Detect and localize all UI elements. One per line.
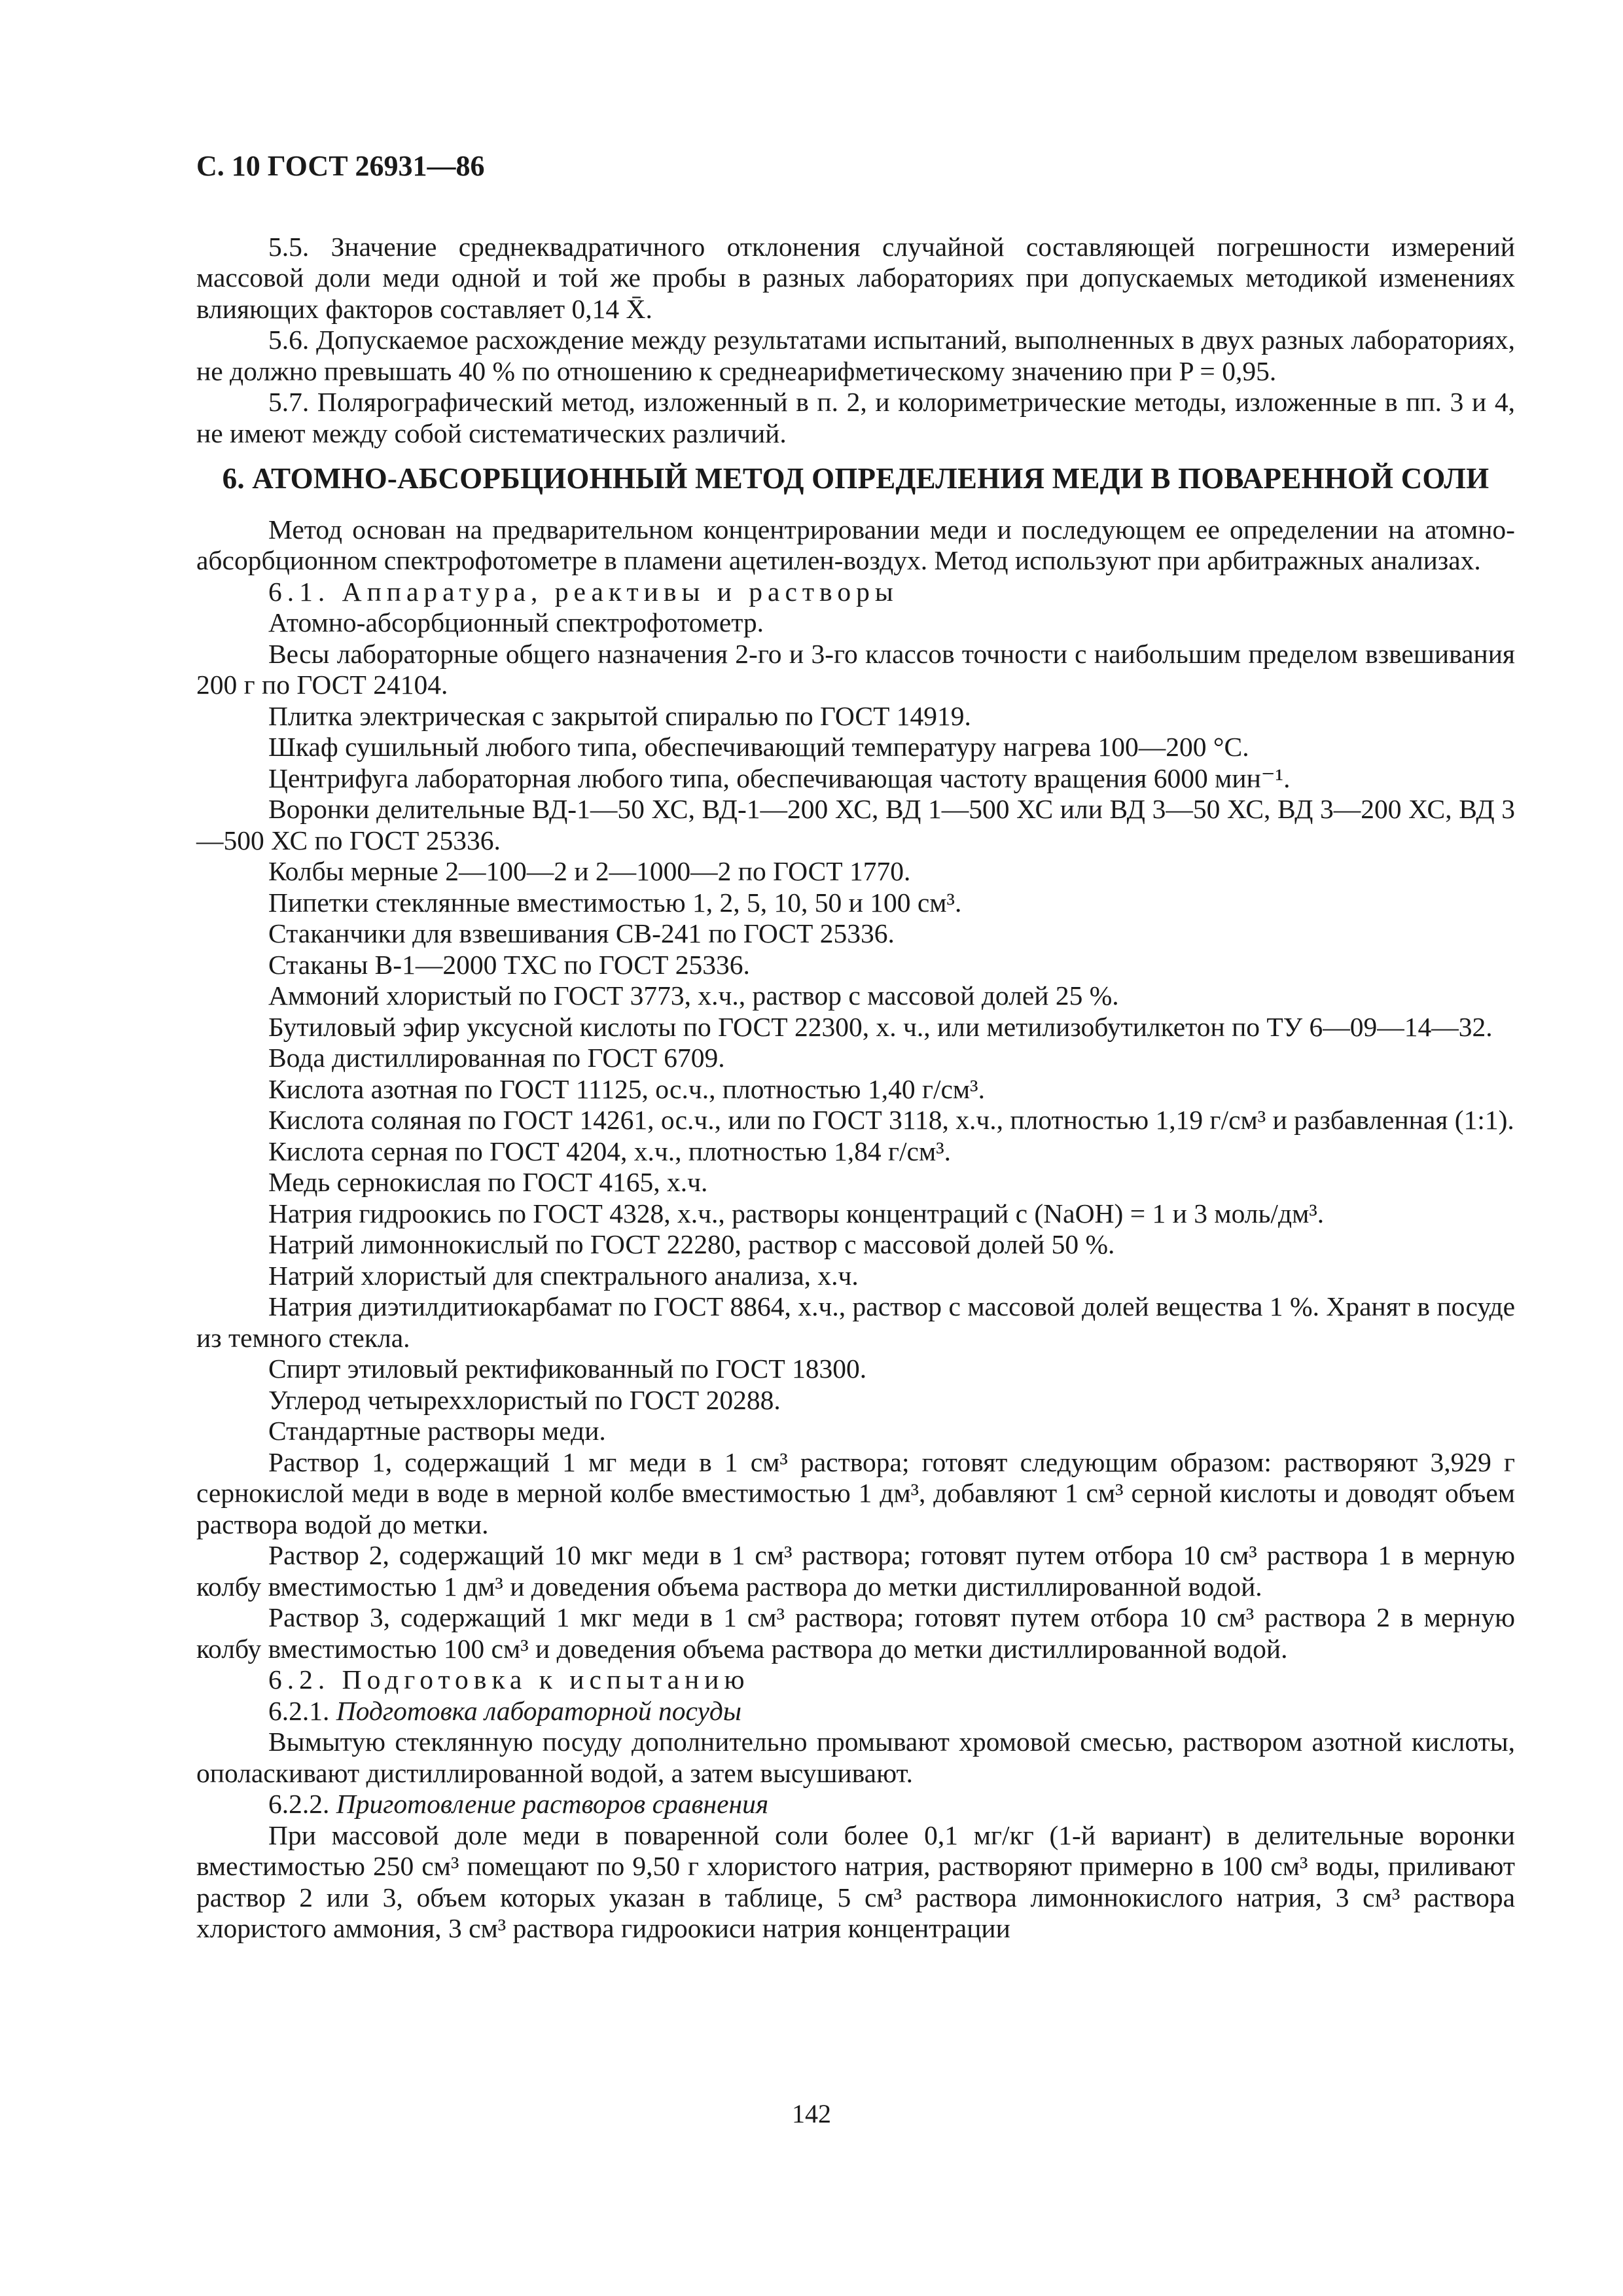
document-page	[196, 151, 1515, 1945]
subsection-6-2-title	[196, 1664, 1515, 1696]
list-item: Стандартные растворы меди.	[268, 1416, 606, 1446]
list-item: Центрифуга лабораторная любого типа, обеспечивающая частоту вращения 6000 мин⁻¹.	[268, 762, 1291, 793]
list-item: Кислота азотная по ГОСТ 11125, ос.ч., плотностью 1,40 г/см³.	[268, 1073, 985, 1104]
list-item: Воронки делительные ВД-1—50 ХС, ВД-1—200 ХС, ВД 1—500 ХС или ВД 3—50 ХС, ВД 3—200 ХС, ВД 3—500 ХС по ГОСТ 25336.	[196, 794, 1515, 855]
subsection-6-2-1-heading	[196, 1696, 1515, 1727]
list-item: Плитка электрическая с закрытой спиралью по ГОСТ 14919.	[268, 700, 971, 731]
list-item: Натрий хлористый для спектрального анализа, х.ч.	[268, 1260, 859, 1291]
list-item: Стаканы В-1—2000 ТХС по ГОСТ 25336.	[268, 949, 750, 980]
paragraph-5-7: 5.7. Полярографический метод, изложенный в п. 2, и колориметрические методы, изложенные в пп. 3 и 4, не имеют между собой систематических различий.	[196, 387, 1515, 448]
list-item: Медь сернокислая по ГОСТ 4165, х.ч.	[268, 1167, 708, 1197]
subsection-6-2-1-text: Вымытую стеклянную посуду дополнительно промывают хромовой смесью, раствором азотной кислоты, ополаскивают дистиллированной водой, а затем высушивают.	[196, 1727, 1515, 1788]
subsection-6-2-2-heading	[196, 1789, 1515, 1820]
section-6-title: 6. АТОМНО-АБСОРБЦИОННЫЙ МЕТОД ОПРЕДЕЛЕНИЯ МЕДИ В ПОВАРЕННОЙ СОЛИ	[222, 462, 1489, 495]
subsection-6-2-2-text: При массовой доле меди в поваренной соли более 0,1 мг/кг (1-й вариант) в делительные воронки вместимостью 250 см³ помещают по 9,50 г хлористого натрия, растворяют примерно в 100 см³ воды, приливают раствор 2 или 3, объем которых указан в таблице, 5 см³ раствора лимоннокислого натрия, 3 см³ раствора хлористого аммония, 3 см³ раствора гидроокиси натрия концентрации	[196, 1820, 1515, 1943]
list-item: Кислота серная по ГОСТ 4204, х.ч., плотностью 1,84 г/см³.	[268, 1136, 952, 1166]
list-item: Пипетки стеклянные вместимостью 1, 2, 5, 10, 50 и 100 см³.	[268, 887, 962, 918]
subsection-6-2-2-title: Приготовление растворов сравнения	[336, 1789, 769, 1819]
subsection-6-1-title	[196, 577, 1515, 608]
list-item: Натрия диэтилдитиокарбамат по ГОСТ 8864, х.ч., раствор с массовой долей вещества 1 %. Хранят в посуде из темного стекла.	[196, 1291, 1515, 1353]
subsection-6-2-2-number: 6.2.2.	[268, 1789, 330, 1819]
list-item: Вода дистиллированная по ГОСТ 6709.	[268, 1043, 725, 1073]
list-item: Колбы мерные 2—100—2 и 2—1000—2 по ГОСТ 1770.	[268, 856, 911, 886]
list-item: Весы лабораторные общего назначения 2-го и 3-го классов точности с наибольшим пределом взвешивания 200 г по ГОСТ 24104.	[196, 638, 1515, 700]
list-item: Аммоний хлористый по ГОСТ 3773, х.ч., раствор с массовой долей 25 %.	[268, 980, 1119, 1011]
list-item: Углерод четыреххлористый по ГОСТ 20288.	[268, 1384, 781, 1415]
list-item: Атомно-абсорбционный спектрофотометр.	[268, 607, 764, 637]
list-item: Бутиловый эфир уксусной кислоты по ГОСТ 22300, х. ч., или метилизобутилкетон по ТУ 6—09—14—32.	[268, 1011, 1493, 1042]
list-item: Спирт этиловый ректификованный по ГОСТ 18300.	[268, 1354, 867, 1384]
list-item: Кислота соляная по ГОСТ 14261, ос.ч., или по ГОСТ 3118, х.ч., плотностью 1,19 г/см³ и разбавленная (1:1).	[268, 1105, 1514, 1135]
subsection-6-1-label: 6.1. Аппаратура, реактивы и растворы	[268, 576, 899, 607]
list-item: Раствор 2, содержащий 10 мкг меди в 1 см³ раствора; готовят путем отбора 10 см³ раствора 1 в мерную колбу вместимостью 1 дм³ и доведения объема раствора до метки дистиллированной водой.	[196, 1540, 1515, 1602]
page-header: С. 10 ГОСТ 26931—86	[196, 150, 485, 182]
subsection-6-2-1-title: Подготовка лабораторной посуды	[336, 1695, 741, 1726]
paragraph-5-5: 5.5. Значение среднеквадратичного отклонения случайной составляющей погрешности измерений массовой доли меди одной и той же пробы в разных лабораториях при допускаемых методикой изменениях влияющих факторов составляет 0,14 X̄.	[196, 231, 1515, 324]
list-item: Натрия гидроокись по ГОСТ 4328, х.ч., растворы концентраций c (NaOH) = 1 и 3 моль/дм³.	[268, 1198, 1325, 1229]
list-item: Раствор 1, содержащий 1 мг меди в 1 см³ раствора; готовят следующим образом: растворяют 3,929 г сернокислой меди в воде в мерной колбе вместимостью 1 дм³, добавляют 1 см³ серной кислоты и доводят объем раствора водой до метки.	[196, 1446, 1515, 1539]
page-number: 142	[792, 2099, 831, 2128]
paragraph-5-6: 5.6. Допускаемое расхождение между результатами испытаний, выполненных в двух разных лабораториях, не должно превышать 40 % по отношению к среднеарифметическому значению при P = 0,95.	[196, 325, 1515, 386]
subsection-6-2-label: 6.2. Подготовка к испытанию	[268, 1664, 750, 1695]
list-item: Натрий лимоннокислый по ГОСТ 22280, раствор с массовой долей 50 %.	[268, 1229, 1115, 1259]
list-item: Стаканчики для взвешивания СВ-241 по ГОСТ 25336.	[268, 918, 895, 948]
method-intro: Метод основан на предварительном концентрировании меди и последующем ее определении на атомно-абсорбционном спектрофотометре в пламени ацетилен-воздух. Метод используют при арбитражных анализах.	[196, 514, 1515, 575]
list-item: Шкаф сушильный любого типа, обеспечивающий температуру нагрева 100—200 °С.	[268, 732, 1249, 762]
subsection-6-2-1-number: 6.2.1.	[268, 1695, 330, 1726]
list-item: Раствор 3, содержащий 1 мкг меди в 1 см³ раствора; готовят путем отбора 10 см³ раствора 2 в мерную колбу вместимостью 100 см³ и доведения объема раствора до метки дистиллированной водой.	[196, 1602, 1515, 1664]
equipment-list	[196, 607, 1515, 1664]
